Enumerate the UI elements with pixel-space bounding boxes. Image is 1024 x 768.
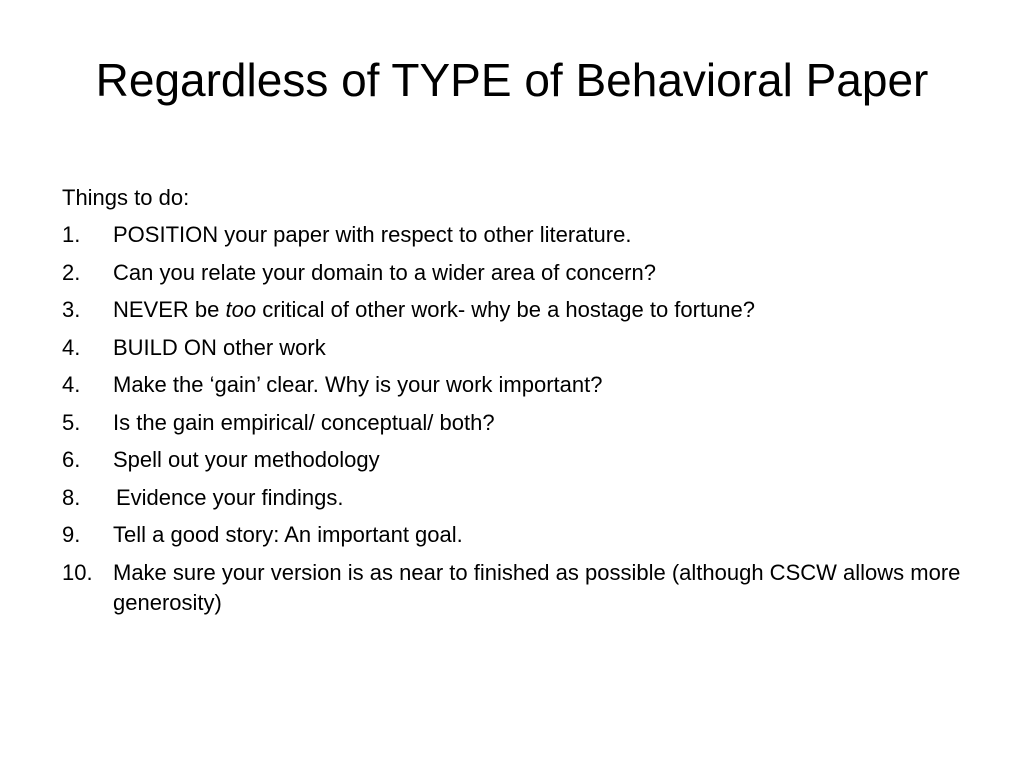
list-item-text: Is the gain empirical/ conceptual/ both? bbox=[113, 409, 495, 435]
list-item-text: Tell a good story: An important goal. bbox=[113, 522, 463, 547]
list-item-text: Make sure your version is as near to finished as possible (although CSCW allows more generosity) bbox=[113, 559, 961, 615]
list-item bbox=[62, 220, 982, 250]
list-item bbox=[62, 370, 982, 400]
list-item-text: POSITION your paper with respect to other literature. bbox=[113, 222, 632, 247]
list-item-text bbox=[62, 295, 982, 325]
list-item-number: 3. bbox=[62, 297, 81, 322]
list-item-number: 4. bbox=[62, 334, 81, 360]
list-item-text: BUILD ON other work bbox=[113, 334, 326, 360]
list-item-number: 9. bbox=[62, 522, 81, 547]
list-item-number: 6. bbox=[62, 447, 81, 472]
list-item-text: Evidence your findings. bbox=[116, 484, 344, 510]
list-item-text-start: NEVER be bbox=[113, 297, 226, 322]
list-item bbox=[62, 333, 982, 363]
list-item-number: 8. bbox=[62, 484, 81, 510]
slide-title: Regardless of TYPE of Behavioral Paper bbox=[95, 54, 929, 106]
list-item-number: 4. bbox=[62, 372, 81, 397]
slide-body bbox=[62, 183, 982, 625]
list-item-text: Spell out your methodology bbox=[113, 447, 380, 472]
list-item-number: 2. bbox=[62, 259, 81, 285]
list-item bbox=[62, 445, 982, 475]
intro-text: Things to do: bbox=[62, 185, 190, 210]
list-item-text: Make the ‘gain’ clear. Why is your work important? bbox=[113, 372, 603, 397]
list-item bbox=[62, 258, 982, 288]
list-item bbox=[62, 520, 982, 550]
list-item bbox=[62, 483, 982, 513]
list-item-number: 5. bbox=[62, 409, 81, 435]
list-item bbox=[62, 408, 982, 438]
list-item bbox=[62, 558, 982, 618]
list-item-text: Can you relate your domain to a wider area of concern? bbox=[113, 259, 656, 285]
list-item-number: 10. bbox=[62, 559, 93, 585]
list-item bbox=[62, 295, 982, 325]
list-item-text-end: critical of other work- why be a hostage to fortune? bbox=[256, 297, 756, 322]
list-item-number: 1. bbox=[62, 222, 81, 247]
emphasized-word: too bbox=[225, 297, 257, 322]
